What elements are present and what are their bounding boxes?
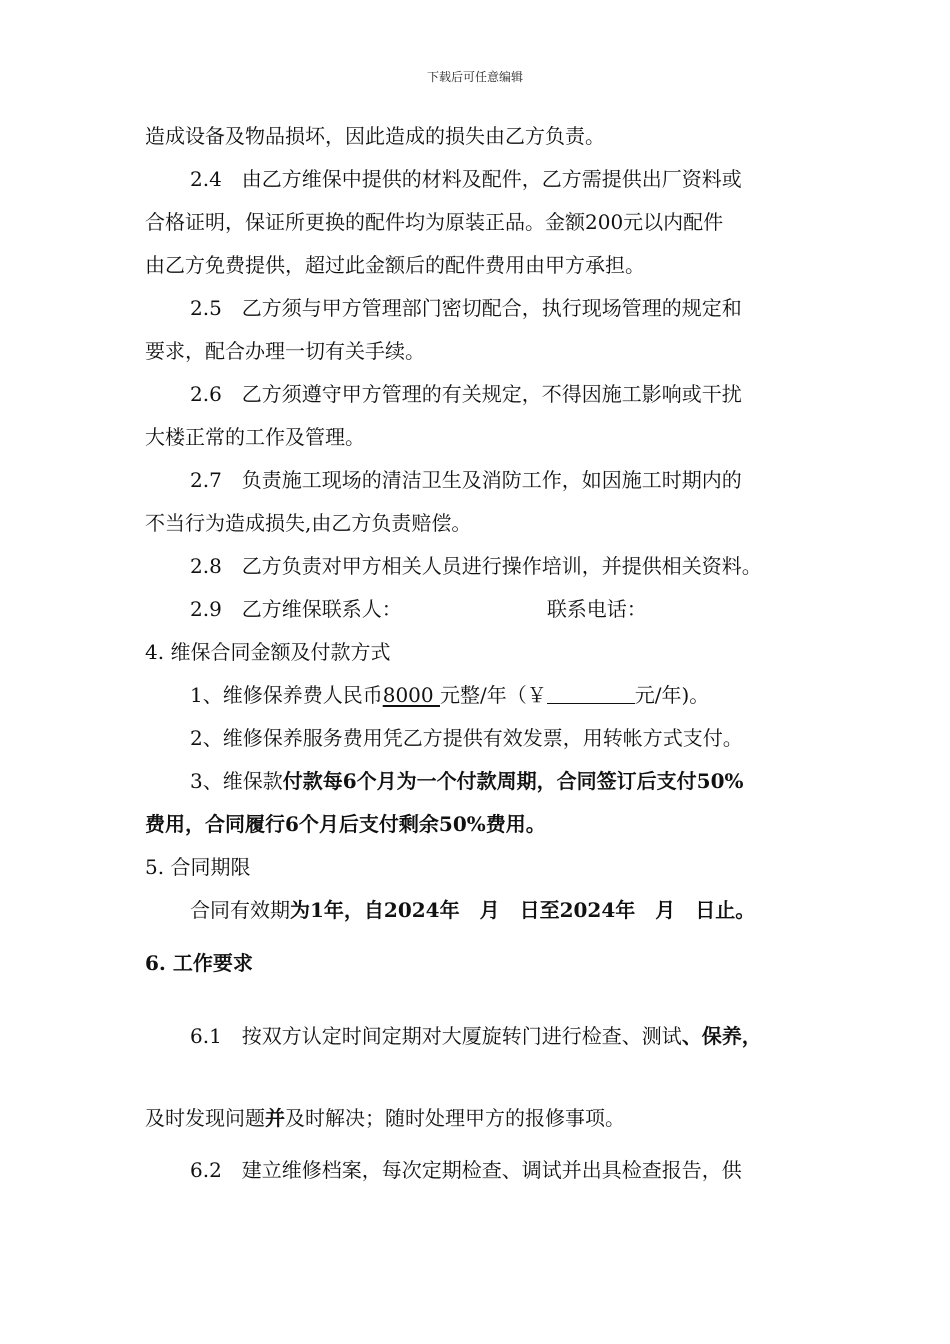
fee-label: 1、维修保养费人民币 (190, 683, 383, 707)
contract-term-label: 合同有效期 (190, 898, 290, 922)
paragraph-line: 大楼正常的工作及管理。 (145, 425, 365, 449)
clause-6-1-cont-a: 及时发现问题 (145, 1106, 265, 1130)
clause-6-1-cont (145, 1104, 625, 1132)
contact-phone-label: 联系电话： (546, 597, 647, 621)
section-6-heading: 6. 工作要求 (145, 951, 253, 975)
fee-unit: 元整/年（￥ (440, 683, 547, 707)
paragraph-line: 合格证明，保证所更换的配件均为原装正品。金额200元以内配件 (145, 210, 724, 234)
clause-6-1-bold: 、保养， (681, 1024, 762, 1048)
payment-terms-cont: 费用，合同履行6个月后支付剩余50%费用。 (145, 812, 546, 836)
clause-2-5: 2.5 乙方须与甲方管理部门密切配合，执行现场管理的规定和 (190, 296, 742, 320)
payment-label: 3、维保款 (190, 769, 283, 793)
clause-6-1-cont-bold: 并 (265, 1106, 285, 1130)
clause-2-9 (190, 595, 647, 623)
clause-2-8: 2.8 乙方负责对甲方相关人员进行操作培训，并提供相关资料。 (190, 554, 762, 578)
paragraph-line: 要求，配合办理一切有关手续。 (145, 339, 425, 363)
clause-2-4: 2.4 由乙方维保中提供的材料及配件，乙方需提供出厂资料或 (190, 167, 742, 191)
clause-6-1-cont-c: 及时解决；随时处理甲方的报修事项。 (285, 1106, 625, 1130)
payment-period-line (190, 767, 744, 795)
payment-method-line: 2、维修保养服务费用凭乙方提供有效发票，用转帐方式支付。 (190, 726, 743, 750)
page-header: 下载后可任意编辑 (426, 70, 523, 84)
paragraph-line: 不当行为造成损失,由乙方负责赔偿。 (145, 511, 472, 535)
clause-6-2: 6.2 建立维修档案，每次定期检查、调试并出具检查报告，供 (190, 1158, 742, 1182)
fee-unit-end: 元/年)。 (634, 683, 710, 707)
contact-person-label: 2.9 乙方维保联系人： (190, 597, 402, 621)
clause-6-1 (190, 1022, 762, 1050)
clause-2-7: 2.7 负责施工现场的清洁卫生及消防工作，如因施工时期内的 (190, 468, 742, 492)
fee-blank (547, 683, 635, 704)
paragraph-line: 造成设备及物品损坏，因此造成的损失由乙方负责。 (145, 124, 605, 148)
section-5-heading: 5. 合同期限 (145, 855, 251, 879)
payment-terms: 付款每6个月为一个付款周期，合同签订后支付50% (282, 769, 744, 793)
fee-amount: 8000 (382, 683, 440, 707)
paragraph-line: 由乙方免费提供，超过此金额后的配件费用由甲方承担。 (145, 253, 645, 277)
clause-2-6: 2.6 乙方须遵守甲方管理的有关规定，不得因施工影响或干扰 (190, 382, 742, 406)
section-4-heading: 4. 维保合同金额及付款方式 (145, 640, 391, 664)
clause-6-1-text: 6.1 按双方认定时间定期对大厦旋转门进行检查、测试 (190, 1024, 682, 1048)
contract-term-line (190, 896, 755, 924)
contract-term-dates: 为1年，自2024年 月 日至2024年 月 日止。 (290, 898, 756, 922)
fee-line (190, 681, 709, 709)
